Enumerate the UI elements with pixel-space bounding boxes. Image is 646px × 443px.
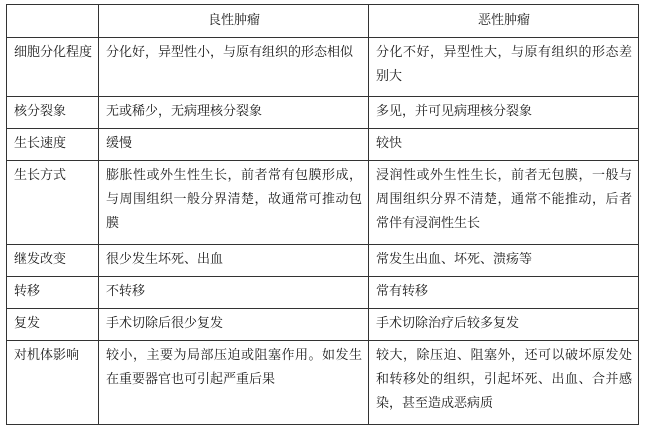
table-row: [7, 161, 639, 245]
cell-malignant-body-effect: 较大，除压迫、阻塞外，还可以破坏原发处和转移处的组织，引起坏死、出血、合并感染，甚至造成恶病质: [369, 341, 639, 425]
cell-malignant-mitosis: 多见，并可见病理核分裂象: [369, 97, 639, 129]
comparison-table-container: [6, 4, 638, 425]
cell-benign-growth-mode: 膨胀性或外生性生长，前者常有包膜形成，与周围组织一般分界清楚，故通常可推动包膜: [99, 161, 369, 245]
cell-benign-recurrence: 手术切除后很少复发: [99, 309, 369, 341]
table-row: [7, 341, 639, 425]
cell-benign-secondary-change: 很少发生坏死、出血: [99, 245, 369, 277]
header-cell-benign: 良性肿瘤: [99, 5, 369, 38]
cell-benign-growth-speed: 缓慢: [99, 129, 369, 161]
table-row: [7, 38, 639, 97]
table-row: [7, 97, 639, 129]
table-row: [7, 245, 639, 277]
tumor-comparison-table: [6, 4, 639, 425]
cell-benign-metastasis: 不转移: [99, 277, 369, 309]
cell-benign-differentiation: 分化好，异型性小，与原有组织的形态相似: [99, 38, 369, 97]
cell-benign-body-effect: 较小，主要为局部压迫或阻塞作用。如发生在重要器官也可引起严重后果: [99, 341, 369, 425]
cell-malignant-secondary-change: 常发生出血、坏死、溃疡等: [369, 245, 639, 277]
row-label-growth-mode: 生长方式: [7, 161, 99, 245]
row-label-recurrence: 复发: [7, 309, 99, 341]
row-label-secondary-change: 继发改变: [7, 245, 99, 277]
cell-malignant-growth-speed: 较快: [369, 129, 639, 161]
cell-benign-mitosis: 无或稀少，无病理核分裂象: [99, 97, 369, 129]
row-label-metastasis: 转移: [7, 277, 99, 309]
table-row: [7, 309, 639, 341]
cell-malignant-differentiation: 分化不好，异型性大，与原有组织的形态差别大: [369, 38, 639, 97]
cell-malignant-recurrence: 手术切除治疗后较多复发: [369, 309, 639, 341]
header-cell-empty: [7, 5, 99, 38]
row-label-mitosis: 核分裂象: [7, 97, 99, 129]
row-label-body-effect: 对机体影响: [7, 341, 99, 425]
row-label-differentiation: 细胞分化程度: [7, 38, 99, 97]
cell-malignant-growth-mode: 浸润性或外生性生长，前者无包膜，一般与周围组织分界不清楚，通常不能推动，后者常伴有浸润性生长: [369, 161, 639, 245]
cell-malignant-metastasis: 常有转移: [369, 277, 639, 309]
header-cell-malignant: 恶性肿瘤: [369, 5, 639, 38]
table-row: [7, 129, 639, 161]
table-row: [7, 277, 639, 309]
row-label-growth-speed: 生长速度: [7, 129, 99, 161]
header-row: [7, 5, 639, 38]
